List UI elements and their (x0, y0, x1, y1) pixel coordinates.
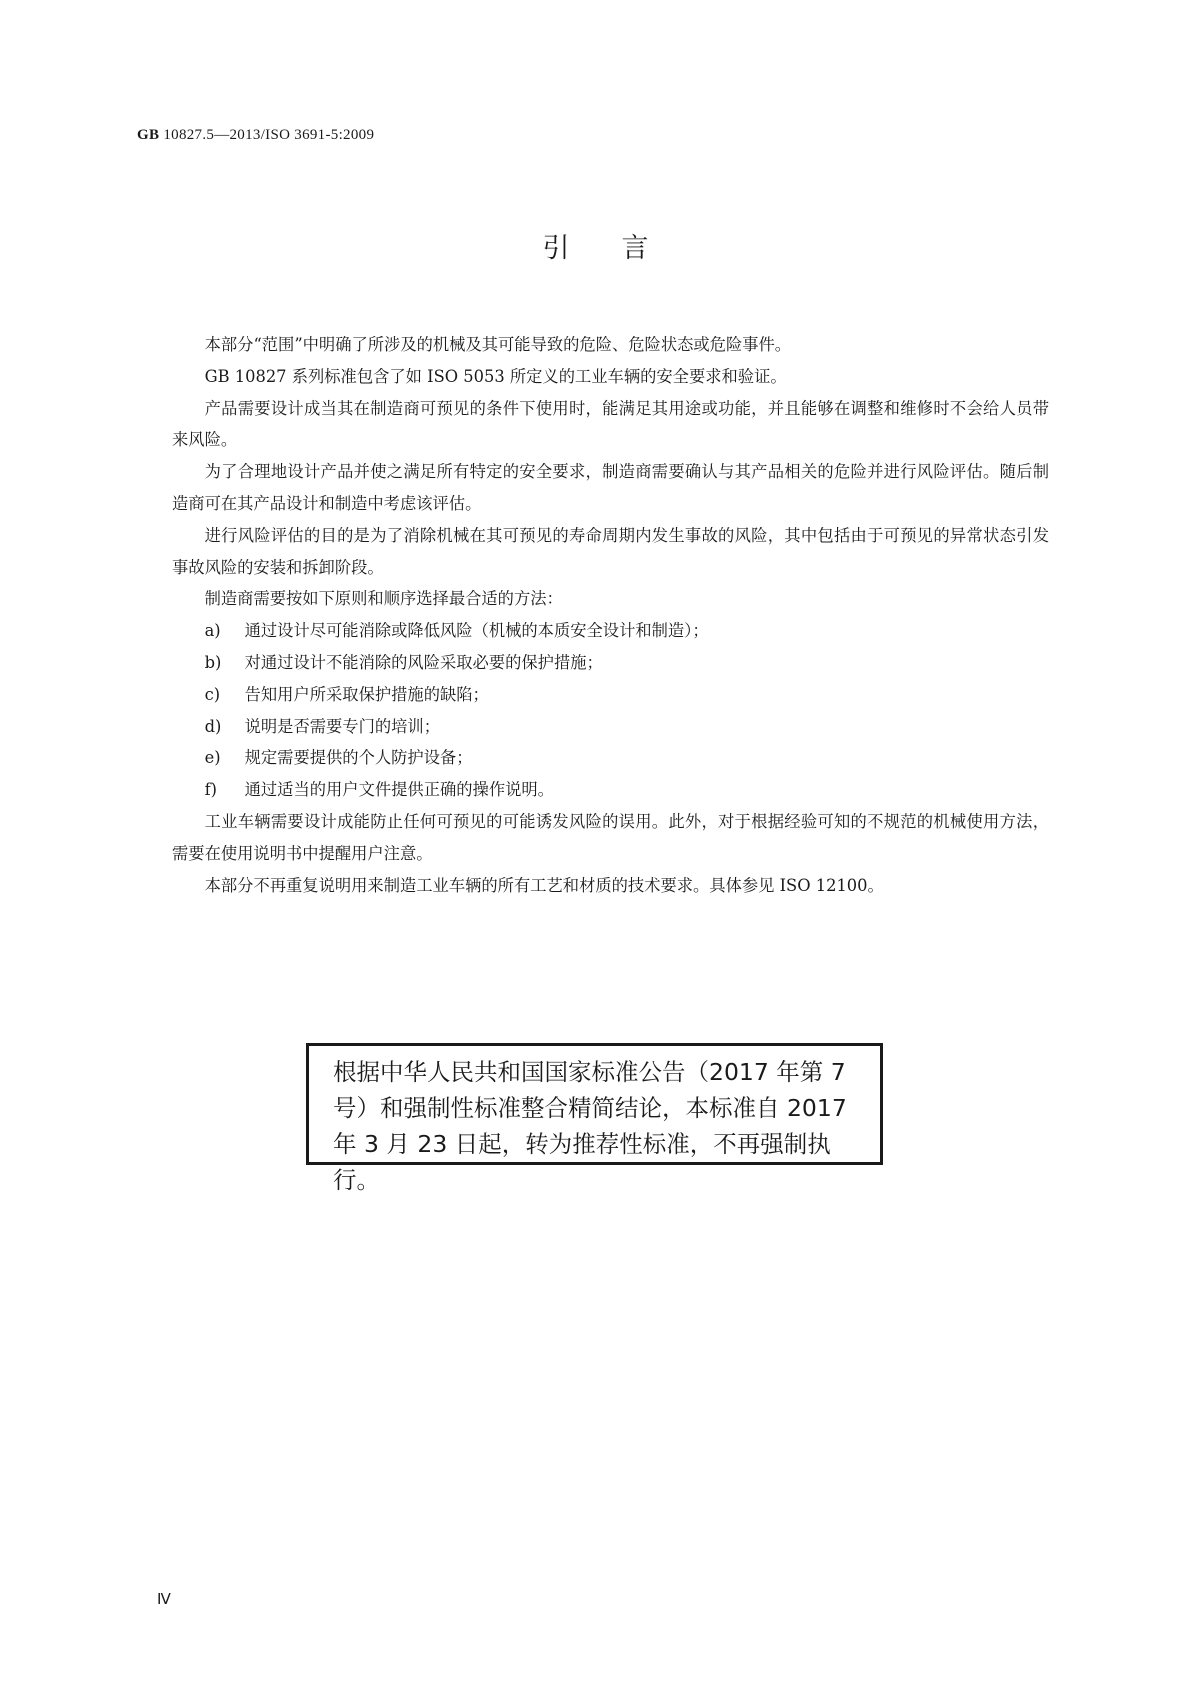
paragraph: 工业车辆需要设计成能防止任何可预见的可能诱发风险的误用。此外，对于根据经验可知的不规范的机械使用方法，需要在使用说明书中提醒用户注意。 (172, 811, 1049, 863)
list-item-label: a) (204, 621, 221, 641)
paragraph: 本部分不再重复说明用来制造工业车辆的所有工艺和材质的技术要求。具体参见 ISO 12100。 (204, 875, 884, 895)
paragraph: 本部分“范围”中明确了所涉及的机械及其可能导致的危险、危险状态或危险事件。 (204, 335, 792, 354)
list-item (172, 647, 1049, 679)
list-item-text: 说明是否需要专门的培训； (244, 716, 440, 736)
list-item-label: d) (204, 716, 222, 736)
body-text (172, 329, 1049, 901)
paragraph: 制造商需要按如下原则和顺序选择最合适的方法： (204, 589, 563, 609)
list-item (172, 615, 1049, 647)
standard-number: 10827.5—2013/ISO 3691-5:2009 (163, 127, 375, 143)
list-item-text: 通过设计尽可能消除或降低风险（机械的本质安全设计和制造）； (244, 621, 709, 641)
list-item-text: 通过适当的用户文件提供正确的操作说明。 (244, 780, 554, 800)
list-item (172, 679, 1049, 711)
list-item-label: e) (204, 748, 221, 768)
list-item (172, 774, 1049, 806)
list-item-text: 对通过设计不能消除的风险采取必要的保护措施； (244, 652, 603, 672)
document-header (137, 127, 374, 144)
list-item-text: 规定需要提供的个人防护设备； (244, 748, 473, 768)
list-item-label: b) (204, 652, 222, 672)
page-title: 引言 (542, 233, 701, 264)
list-item (172, 742, 1049, 774)
paragraph: 产品需要设计成当其在制造商可预见的条件下使用时，能满足其用途或功能，并且能够在调整和维修时不会给人员带来风险。 (172, 398, 1049, 450)
list-item-label: f) (204, 780, 217, 800)
paragraph: 进行风险评估的目的是为了消除机械在其可预见的寿命周期内发生事故的风险，其中包括由于可预见的异常状态引发事故风险的安装和拆卸阶段。 (172, 525, 1049, 577)
standard-prefix: GB (137, 127, 160, 143)
list-item-label: c) (204, 684, 221, 704)
paragraph: 为了合理地设计产品并使之满足所有特定的安全要求，制造商需要确认与其产品相关的危险并进行风险评估。随后制造商可在其产品设计和制造中考虑该评估。 (172, 462, 1049, 513)
page-number: Ⅳ (157, 1592, 171, 1608)
notice-box: 根据中华人民共和国国家标准公告（2017 年第 7 号）和强制性标准整合精简结论，本标准自 2017 年 3 月 23 日起，转为推荐性标准，不再强制执行。 (306, 1043, 883, 1165)
list-item-text: 告知用户所采取保护措施的缺陷； (244, 684, 489, 704)
paragraph: GB 10827 系列标准包含了如 ISO 5053 所定义的工业车辆的安全要求和验证。 (204, 366, 787, 386)
list-item (172, 711, 1049, 743)
